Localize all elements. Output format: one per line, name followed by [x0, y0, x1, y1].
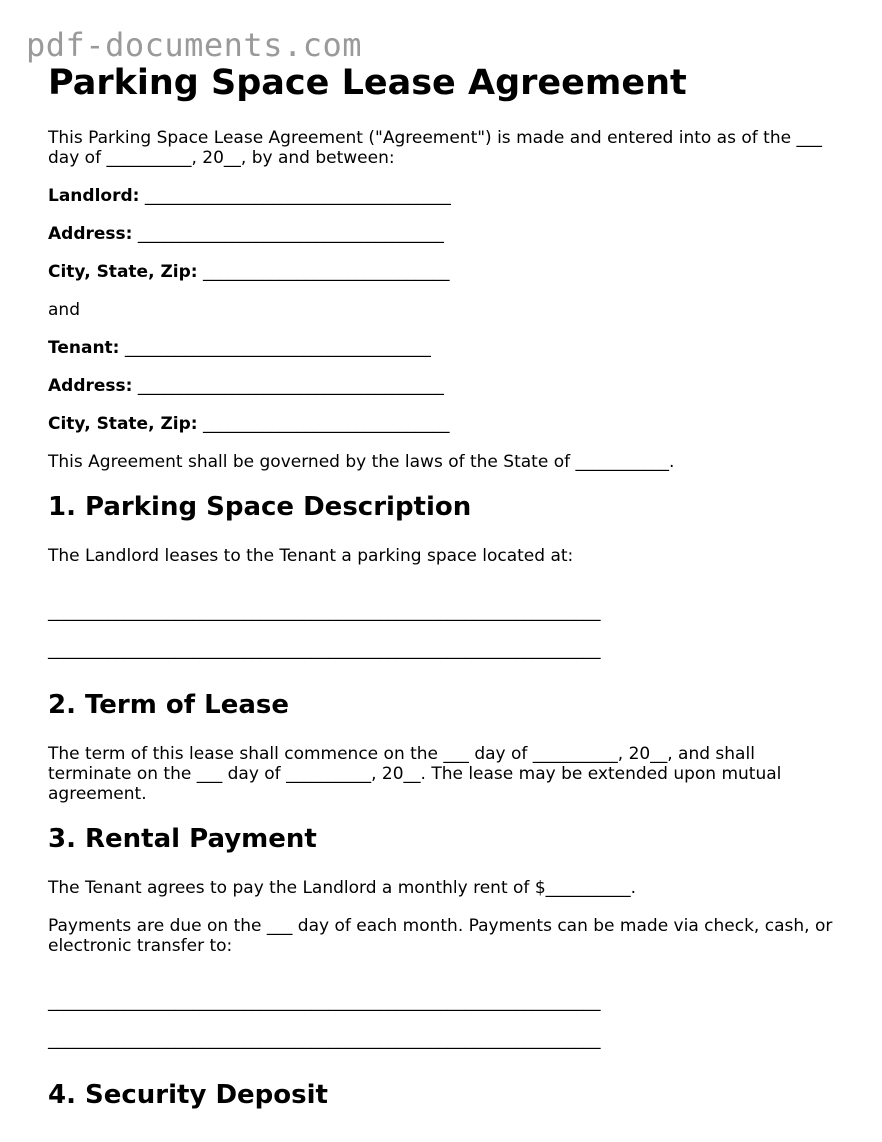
description-blank-line: _________________________________________________________________: [48, 602, 601, 622]
section-heading-description: 1. Parking Space Description: [48, 492, 472, 522]
landlord-city-field: [48, 262, 838, 282]
landlord-name-blank: ____________________________________: [144, 186, 451, 206]
tenant-name-blank: ____________________________________: [124, 338, 431, 358]
tenant-name-label: Tenant:: [48, 338, 120, 358]
landlord-name-field: [48, 186, 838, 206]
payment-blank-line: _________________________________________________________________: [48, 992, 601, 1012]
rental-payment-paragraph: Payments are due on the ___ day of each month. Payments can be made via check, cash, or electronic transfer to:: [48, 916, 838, 956]
rental-amount-paragraph: The Tenant agrees to pay the Landlord a monthly rent of $__________.: [48, 878, 637, 898]
description-paragraph: The Landlord leases to the Tenant a parking space located at:: [48, 546, 574, 566]
description-blank-line: _________________________________________________________________: [48, 640, 601, 660]
landlord-name-label: Landlord:: [48, 186, 140, 206]
watermark: pdf-documents.com: [26, 26, 363, 64]
section-heading-deposit: 4. Security Deposit: [48, 1080, 328, 1110]
document-title: Parking Space Lease Agreement: [48, 63, 687, 103]
payment-blank-line: _________________________________________________________________: [48, 1030, 601, 1050]
and-text: and: [48, 300, 80, 320]
landlord-city-blank: _____________________________: [202, 262, 450, 282]
tenant-address-label: Address:: [48, 376, 133, 396]
governing-law-paragraph: This Agreement shall be governed by the laws of the State of ___________.: [48, 452, 675, 472]
tenant-city-label: City, State, Zip:: [48, 414, 198, 434]
tenant-name-field: [48, 338, 838, 358]
section-heading-term: 2. Term of Lease: [48, 690, 289, 720]
tenant-city-field: [48, 414, 838, 434]
landlord-address-blank: ____________________________________: [137, 224, 444, 244]
tenant-address-field: [48, 376, 838, 396]
document-page: [48, 60, 838, 1134]
section-heading-rental: 3. Rental Payment: [48, 824, 317, 854]
intro-paragraph: This Parking Space Lease Agreement ("Agreement") is made and entered into as of the ___ day of __________, 20__, by and between:: [48, 128, 828, 168]
tenant-address-blank: ____________________________________: [137, 376, 444, 396]
landlord-city-label: City, State, Zip:: [48, 262, 198, 282]
tenant-city-blank: _____________________________: [202, 414, 450, 434]
landlord-address-label: Address:: [48, 224, 133, 244]
landlord-address-field: [48, 224, 838, 244]
term-paragraph: The term of this lease shall commence on the ___ day of __________, 20__, and shall terminate on the ___ day of __________, 20__. The lease may be extended upon mutual agreement.: [48, 744, 787, 804]
